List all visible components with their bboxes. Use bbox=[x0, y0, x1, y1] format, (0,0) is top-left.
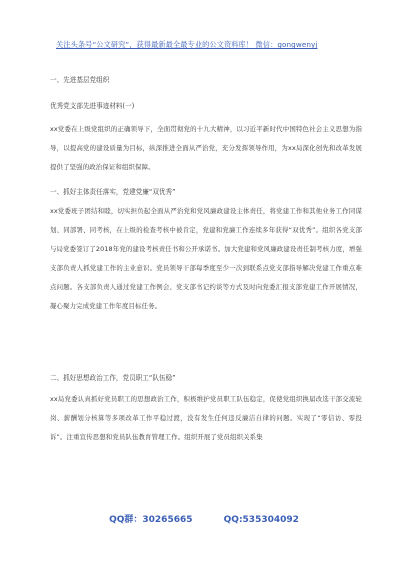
promo-banner-link[interactable]: 关注头条号“公文研究”，获得最新最全最专业的公文资料库！ 微信：gongwenyj bbox=[56, 40, 318, 49]
section-heading-1: 一、先进基层党组织 bbox=[50, 76, 110, 84]
contact-footer bbox=[0, 512, 408, 525]
body-paragraph-2: xx局党委认真抓好党员职工的思想政治工作，积极维护党员职工队伍稳定，促使党组织换届改选干部交流轮岗、薪酬划分核算等多项改革工作平稳过渡，没有发生任何违反廉洁自律的问题。实现了“零信访、零投诉”。注重宣传思想和党员队伍教育管理工作。组织开展了党员组织关系集 bbox=[50, 395, 362, 441]
intro-paragraph: xx党委在上级党组织的正确领导下，全面贯彻党的十九大精神，以习近平新时代中国特色社会主义思想为指导，以提高党的建设质量为目标，纵深推进全面从严治党，充分发挥领导作用，为xx局深化创先和改革发展提供了坚强的政治保证和组织保障。 bbox=[50, 125, 362, 171]
body-paragraph-1: xx党委班子团结和睦，切实担负起全面从严治党和党风廉政建设主体责任，将党建工作和其他业务工作同谋划、同部署、同考核，在上级的检查考核中被肯定，党建和党廉工作连续多年获得“双优秀”。组织各党支部与局党委签订了2018年党的建设考核责任书和公开承诺书。加大党建和党风廉政建设责任制考核力度，增强支部负责人抓党建工作的主业意识。党员领导干部每季度至少一次到联系点党支部指导解决党建工作重点难点问题。各支部负责人通过党建工作例会、党支部书记约谈等方式及时向党委汇报支部党建工作开展情况，凝心聚力完成党建工作年度目标任务。 bbox=[50, 207, 362, 310]
section-heading-3: 二、抓好思想政治工作，党员职工“队伍稳” bbox=[50, 374, 176, 382]
qq-text: QQ:535304092 bbox=[223, 515, 299, 525]
section-heading-2: 一、抓好主体责任落实，党建党廉“双优秀” bbox=[50, 188, 176, 196]
qq-group-text: QQ群：30265665 bbox=[109, 515, 193, 525]
document-title: 优秀党支部先进事迹材料(一) bbox=[50, 102, 135, 110]
